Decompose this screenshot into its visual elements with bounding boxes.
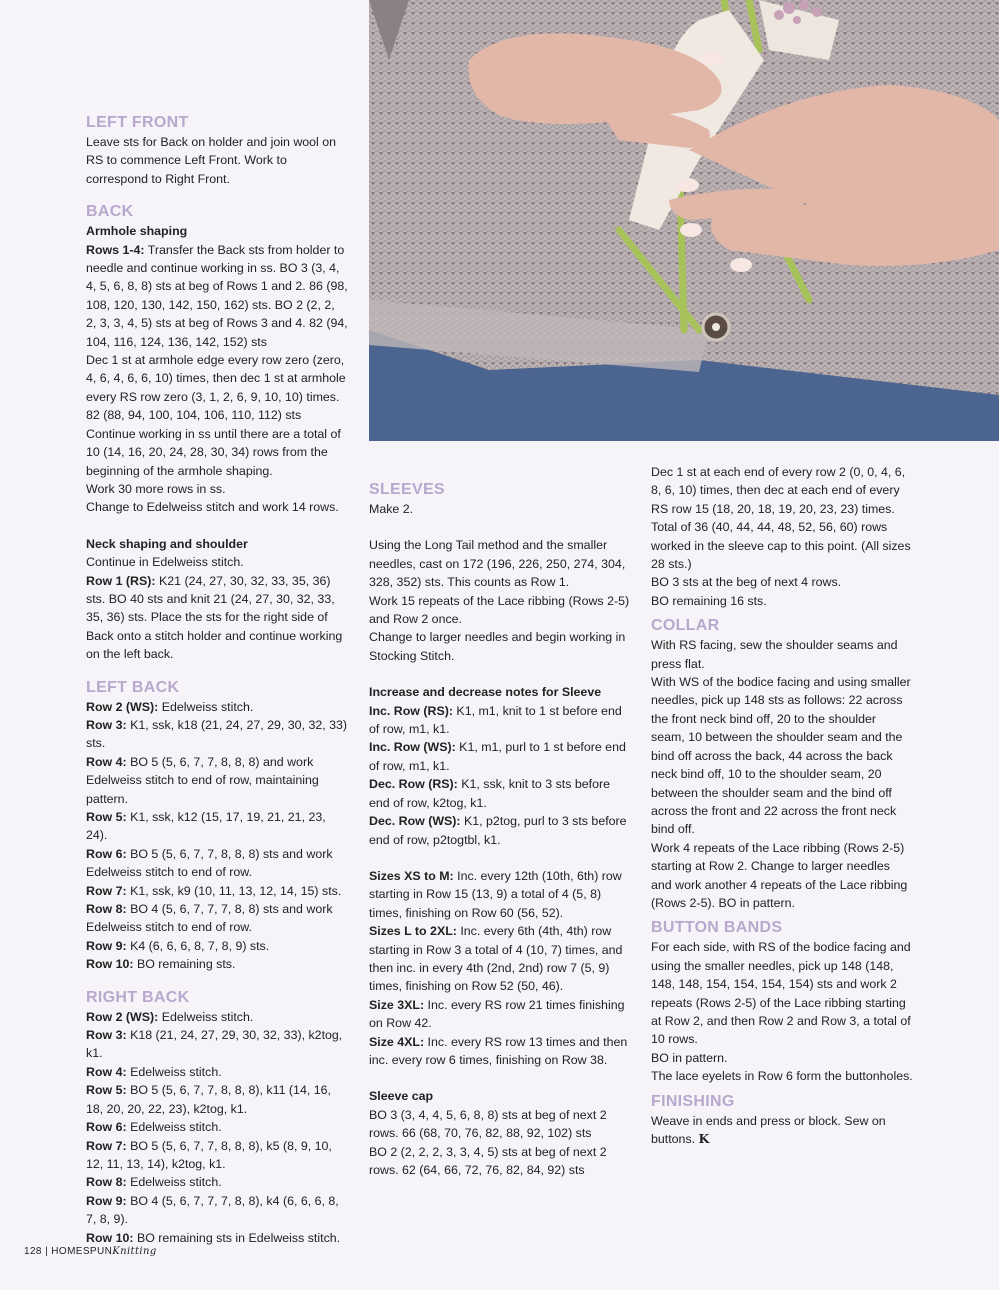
row-instruction	[86, 1026, 348, 1063]
column-left	[86, 113, 348, 1247]
collar-paragraph: With RS facing, sew the shoulder seams and press flat.	[651, 638, 898, 671]
right-back-title: RIGHT BACK	[86, 988, 190, 1006]
size-row	[369, 922, 631, 996]
back-rows-1-4	[86, 241, 348, 351]
right-back-rows	[86, 1008, 348, 1247]
finishing-paragraph	[651, 1112, 913, 1149]
end-mark: K	[698, 1131, 710, 1146]
row-label: Row 8:	[86, 902, 127, 917]
row-text: BO 4 (5, 6, 7, 7, 7, 8, 8) sts and work Edelweiss stitch to end of row.	[86, 902, 333, 935]
photo-illustration	[369, 0, 999, 441]
row-instruction	[86, 1173, 348, 1191]
row-label: Row 7:	[86, 1138, 127, 1153]
row-instruction	[86, 808, 348, 845]
row-instruction	[86, 955, 348, 973]
neck-row-1	[86, 572, 348, 664]
row-instruction	[86, 1081, 348, 1118]
row-label: Row 10:	[86, 957, 134, 972]
spacer	[86, 517, 348, 535]
row-instruction	[86, 1192, 348, 1229]
row-text: Edelweiss stitch.	[126, 1064, 222, 1079]
row-text: BO 5 (5, 6, 7, 7, 8, 8, 8) sts and work Edelweiss stitch to end of row.	[86, 846, 333, 880]
back-paragraph: Change to Edelweiss stitch and work 14 rows.	[86, 500, 339, 515]
row-label: Inc. Row (WS):	[369, 740, 456, 755]
row-text: BO 5 (5, 6, 7, 7, 8, 8, 8) and work Edelweiss stitch to end of row, maintaining pattern.	[86, 754, 319, 806]
row-instruction	[86, 1137, 348, 1174]
finishing-title: FINISHING	[651, 1092, 735, 1110]
row-text: BO 5 (5, 6, 7, 7, 8, 8, 8), k11 (14, 16, 18, 20, 20, 22, 23), k2tog, k1.	[86, 1083, 331, 1116]
sleeve-cap-continued: Dec 1 st at each end of every row 2 (0, 0, 4, 6, 8, 6, 10) times, then dec at each end of every RS row 15 (18, 20, 18, 19, 20, 23, 23) times. Total of 36 (40, 44, 44, 48, 52, 56, 60) rows worked in the sleeve cap to this point. (All sizes 28 sts.)	[651, 465, 911, 572]
row-text: K1, m1, knit to 1 st before end of row, m1, k1.	[369, 703, 622, 737]
row-label: Row 5:	[86, 810, 127, 824]
footer-separator: |	[45, 1246, 49, 1257]
column-right	[651, 463, 913, 1148]
collar-paragraph: Work 4 repeats of the Lace ribbing (Rows 2-5) starting at Row 2. Change to larger needles and work another 4 repeats of the Lace ribbing (Rows 2-5). BO in pattern.	[651, 840, 908, 910]
magazine-brand: HOMESPUN	[51, 1246, 113, 1257]
magazine-brand-script: Knitting	[112, 1246, 157, 1257]
row-label: Row 9:	[86, 1193, 127, 1208]
row-label: Inc. Row (RS):	[369, 703, 453, 718]
notes-heading: Increase and decrease notes for Sleeve	[369, 685, 602, 700]
spacer	[369, 665, 631, 683]
row-label: Size 4XL:	[369, 1034, 425, 1049]
row-text: K21 (24, 27, 30, 32, 33, 35, 36) sts. BO 40 sts and knit 21 (24, 27, 30, 32, 33, 35, 36) sts. Place the sts for the right side of Back onto a stitch holder and continue working on the left back.	[86, 573, 343, 662]
row-label: Row 2 (WS):	[86, 1009, 159, 1024]
page-number: 128	[24, 1246, 42, 1257]
row-text: Inc. every 12th (10th, 6th) row starting in Row 15 (13, 9) a total of 4 (5, 8) times, finishing on Row 60 (56, 52).	[369, 868, 622, 920]
finishing-text: Weave in ends and press or block. Sew on buttons.	[651, 1113, 886, 1146]
row-label: Size 3XL:	[369, 997, 425, 1012]
sleeve-cap-continued: BO 3 sts at the beg of next 4 rows.	[651, 575, 842, 590]
row-instruction	[86, 753, 348, 808]
row-text: Transfer the Back sts from holder to needle and continue working in ss. BO 3 (3, 4, 4, 5, 6, 8, 8) sts at beg of Rows 1 and 2. 86 (98, 108, 120, 130, 142, 150, 162) sts. BO 2 (2, 2, 2, 3, 3, 4, 5) sts at beg of Rows 3 and 4. 82 (94, 104, 116, 124, 136, 142, 152) sts	[86, 242, 348, 349]
row-label: Row 9:	[86, 938, 127, 953]
row-text: BO remaining sts.	[133, 957, 236, 972]
row-text: Inc. every RS row 13 times and then inc. every row 6 times, finishing on Row 38.	[369, 1034, 628, 1067]
row-text: K1, ssk, k12 (15, 17, 19, 21, 21, 23, 24).	[86, 810, 326, 843]
note-row	[369, 812, 631, 849]
page-footer	[24, 1246, 157, 1257]
row-text: Inc. every RS row 21 times finishing on Row 42.	[369, 997, 625, 1031]
collar-title: COLLAR	[651, 617, 720, 635]
row-text: BO 4 (5, 6, 7, 7, 7, 8, 8), k4 (6, 6, 6, 8, 7, 8, 9).	[86, 1193, 339, 1227]
row-label: Row 3:	[86, 717, 127, 732]
row-label: Dec. Row (RS):	[369, 777, 458, 792]
column-middle	[369, 480, 631, 1179]
row-instruction	[86, 1118, 348, 1136]
row-text: Edelweiss stitch.	[126, 1120, 222, 1135]
size-row	[369, 1033, 631, 1070]
row-text: Edelweiss stitch.	[126, 1175, 222, 1190]
row-label: Row 2 (WS):	[86, 699, 159, 714]
sleeves-paragraph: Make 2.	[369, 502, 414, 516]
size-row	[369, 867, 631, 922]
back-title: BACK	[86, 203, 134, 221]
row-text: K1, p2tog, purl to 3 sts before end of row, p2togtbl, k1.	[369, 814, 627, 847]
row-text: Inc. every 6th (4th, 4th) row starting in Row 3 a total of 4 (10, 7) times, and then inc. in every 4th (2nd, 2nd) row 7 (5, 9) times, finishing on Row 52 (50, 46).	[369, 924, 623, 994]
row-label: Row 5:	[86, 1083, 127, 1098]
row-text: K1, ssk, k18 (21, 24, 27, 29, 30, 32, 33) sts.	[86, 717, 348, 751]
row-label: Row 10:	[86, 1230, 134, 1245]
sleeve-cap-heading: Sleeve cap	[369, 1089, 434, 1104]
row-label: Row 8:	[86, 1175, 127, 1190]
row-label: Rows 1-4:	[86, 242, 145, 257]
sleeve-cap-paragraph: BO 3 (3, 4, 4, 5, 6, 8, 8) sts at beg of next 2 rows. 66 (68, 70, 76, 82, 88, 92, 102) sts	[369, 1107, 607, 1141]
armhole-heading: Armhole shaping	[86, 224, 188, 239]
row-label: Row 1 (RS):	[86, 573, 156, 588]
row-instruction	[86, 1008, 348, 1026]
neck-paragraph: Continue in Edelweiss stitch.	[86, 555, 244, 570]
sleeves-title: SLEEVES	[369, 481, 445, 498]
row-label: Sizes XS to M:	[369, 868, 454, 883]
row-text: K18 (21, 24, 27, 29, 30, 32, 33), k2tog, k1.	[86, 1028, 343, 1061]
button-bands-title: BUTTON BANDS	[651, 919, 783, 937]
button-bands-paragraph: The lace eyelets in Row 6 form the buttonholes.	[651, 1069, 913, 1084]
row-text: K1, ssk, k9 (10, 11, 13, 12, 14, 15) sts.	[126, 883, 342, 898]
left-front-title: LEFT FRONT	[86, 114, 189, 131]
row-text: BO remaining sts in Edelweiss stitch.	[133, 1230, 341, 1245]
row-label: Row 7:	[86, 883, 127, 898]
row-text: K1, ssk, knit to 3 sts before end of row, k2tog, k1.	[369, 777, 611, 810]
back-paragraph: Dec 1 st at armhole edge every row zero (zero, 4, 6, 4, 6, 6, 10) times, then dec 1 st at armhole every RS row zero (3, 1, 2, 6, 9, 10, 10) times. 82 (88, 94, 100, 104, 106, 110, 112) sts	[86, 353, 346, 423]
left-front-text: Leave sts for Back on holder and join wool on RS to commence Left Front. Work to correspond to Right Front.	[86, 135, 337, 186]
row-label: Dec. Row (WS):	[369, 814, 461, 829]
spacer	[369, 1069, 631, 1087]
size-row	[369, 996, 631, 1033]
row-label: Row 4:	[86, 1064, 127, 1079]
sleeve-cap-paragraph: BO 2 (2, 2, 2, 3, 3, 4, 5) sts at beg of next 2 rows. 62 (64, 66, 72, 76, 82, 84, 92) sts	[369, 1144, 607, 1177]
row-instruction	[86, 698, 348, 716]
row-text: K4 (6, 6, 6, 8, 7, 8, 9) sts.	[126, 938, 270, 953]
row-instruction	[86, 1063, 348, 1081]
spacer	[369, 518, 631, 536]
button-bands-paragraph: BO in pattern.	[651, 1050, 728, 1065]
row-instruction	[86, 900, 348, 937]
row-text: BO 5 (5, 6, 7, 7, 8, 8, 8), k5 (8, 9, 10, 12, 11, 13, 14), k2tog, k1.	[86, 1138, 332, 1171]
sleeves-paragraph: Work 15 repeats of the Lace ribbing (Rows 2-5) and Row 2 once.	[369, 593, 630, 627]
row-label: Row 6:	[86, 846, 127, 861]
note-row	[369, 738, 631, 775]
row-label: Sizes L to 2XL:	[369, 924, 457, 939]
back-paragraph: Continue working in ss until there are a total of 10 (14, 16, 20, 24, 28, 30, 34) rows from the beginning of the armhole shaping.	[86, 426, 341, 478]
sleeves-paragraph: Change to larger needles and begin working in Stocking Stitch.	[369, 630, 626, 663]
hero-photo	[369, 0, 999, 441]
left-back-title: LEFT BACK	[86, 678, 180, 696]
row-instruction	[86, 937, 348, 955]
neck-heading: Neck shaping and shoulder	[86, 536, 248, 551]
row-instruction	[86, 1229, 348, 1247]
note-row	[369, 702, 631, 739]
row-text: Edelweiss stitch.	[158, 699, 254, 714]
row-label: Row 4:	[86, 754, 127, 769]
row-instruction	[86, 845, 348, 882]
row-label: Row 3:	[86, 1028, 127, 1043]
sleeves-paragraph: Using the Long Tail method and the smaller needles, cast on 172 (196, 226, 250, 274, 304, 328, 352) sts. This counts as Row 1.	[369, 538, 626, 590]
sleeve-cap-continued: BO remaining 16 sts.	[651, 593, 767, 608]
row-instruction	[86, 882, 348, 900]
row-label: Row 6:	[86, 1120, 127, 1135]
note-row	[369, 775, 631, 812]
spacer	[369, 849, 631, 867]
row-instruction	[86, 716, 348, 753]
collar-paragraph: With WS of the bodice facing and using smaller needles, pick up 148 sts as follows: 22 across the front neck bind off, 20 to the shoulder seam, 10 between the shoulder seam and the bind off across the back, 44 across the back neck bind off, 10 to the shoulder seam, 20 between the shoulder seam and the bind off across the front and 22 across the front neck bind off.	[651, 675, 911, 837]
button-bands-paragraph: For each side, with RS of the bodice facing and using the smaller needles, pick up 148 (148, 148, 148, 154, 154, 154, 154) sts and work 2 repeats (Rows 2-5) of the Lace ribbing starting at Row 2, and then Row 2 and Row 3, a total of 10 rows.	[651, 940, 911, 1047]
row-text: Edelweiss stitch.	[158, 1009, 254, 1024]
row-text: K1, m1, purl to 1 st before end of row, m1, k1.	[369, 740, 626, 773]
back-paragraph: Work 30 more rows in ss.	[86, 481, 226, 496]
left-back-rows	[86, 698, 348, 974]
